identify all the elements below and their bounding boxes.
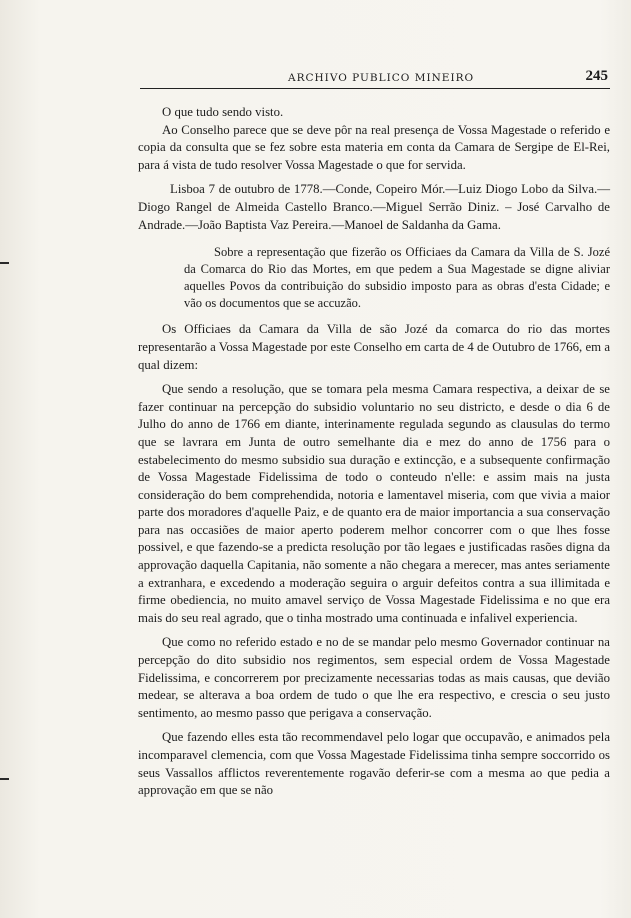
paragraph: Que como no referido estado e no de se mandar pelo mesmo Governador continuar na percepção do dito subsidio nos regimentos, sem especial ordem de Vossa Magestade Fidelissima, e concorrerem por precizamente necessarias todas as mais causas, que devião medear, se alterava a boa ordem de tudo o que lhe era respectivo, e crescia o seu justo sentimento, ao mesmo passo que perigava a conservação. bbox=[138, 635, 610, 720]
paragraph: Os Officiaes da Camara da Villa de são Jozé da comarca do rio das mortes representarão a Vossa Magestade por este Conselho em carta de 4 de Outubro de 1766, em a qual dizem: bbox=[138, 322, 610, 372]
signature-paragraph: Lisboa 7 de outubro de 1778.—Conde, Copeiro Mór.—Luiz Diogo Lobo da Silva.—Diogo Rangel de Almeida Castello Branco.—Miguel Serrão Diniz. – José Carvalho de Andrade.—João Baptista Vaz Pereira.—Manoel de Saldanha da Gama. bbox=[138, 182, 610, 232]
margin-mark bbox=[0, 262, 9, 264]
paragraph: O que tudo sendo visto. bbox=[162, 105, 284, 119]
running-title: ARCHIVO PUBLICO MINEIRO bbox=[288, 72, 475, 84]
paragraph: Que fazendo elles esta tão recommendavel pelo logar que occupavão, e animados pela incomparavel clemencia, com que Vossa Magestade Fidelissima tinha sempre soccorrido os seus Vassallos afflictos reverentemente rogavão deferir-se com a mesma ao que pedia a approvação em que se não bbox=[138, 730, 610, 798]
paragraph: Ao Conselho parece que se deve pôr na real presença de Vossa Magestade o referido e copia da consulta que se fez sobre esta materia em conta da Camara de Sergipe de El-Rei, para á vista de tudo resolver Vossa Magestade o que for servida. bbox=[138, 122, 610, 172]
body-text bbox=[138, 104, 610, 807]
summary-paragraph: Sobre a representação que fizerão os Officiaes da Camara da Villa de S. Jozé da Comarca do Rio das Mortes, em que pedem a Sua Magestade se digne aliviar aquelles Povos da contribuição do subsidio imposto para as obras d'esta Cidade; e vão os documentos que se accuzão. bbox=[184, 245, 610, 310]
page-number: 245 bbox=[585, 68, 608, 84]
running-header bbox=[138, 68, 608, 90]
paragraph: Que sendo a resolução, que se tomara pela mesma Camara respectiva, a deixar de se fazer continuar na percepção do subsidio voluntario no seu districto, e desde o dia 6 de Julho do anno de 1766 em diante, interinamente regulada segundo as clausulas do termo que se lavrara em Junta de outro semelhante dia e mez do anno de 1756 para o estabelecimento do mesmo subsidio sua duração e extincção, e a subsequente confirmação de Vossa Magestade Fidelissima de todo o conteudo n'elle: e assim mais na justa consideração do bem comprehendida, notoria e lamentavel miseria, com que vivia a maior parte dos moradores d'aquelle Paiz, e de quanto era de maior importancia a sua conservação para nas occasiões de maior aperto poderem melhor concorrer com o que lhes fosse possivel, e que fazendo-se a predicta resolução por tão legaes e justificadas rasões digna da approvação daquella Capitania, não somente a não chegara a merecer, mas antes seriamente a extranhara, e excedendo a moderação seguira o arguir defeitos contra a sua illimitada e firme obediencia, no muito amavel serviço de Vossa Magestade Fidelissima e no que era mais do seu real agrado, que o tinha mostrado uma continuada e infalivel experiencia. bbox=[138, 382, 610, 625]
header-rule bbox=[140, 88, 610, 89]
margin-mark bbox=[0, 778, 9, 780]
